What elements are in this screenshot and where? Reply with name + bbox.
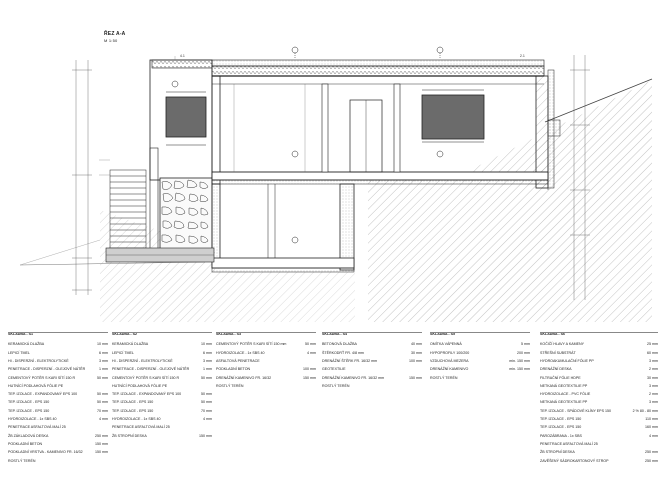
layer-row: PENETRACE ASFALTOVÁ MALÍ 25 (8, 425, 66, 430)
layer-row: TEP. IZOLACE - EPS 150 70 mm (112, 408, 212, 413)
layer-row: ASFALTOVÁ PENETRACE (216, 358, 260, 363)
layer-row: NETKANÁ GEOTEXTILIE PP 3 mm (540, 400, 658, 405)
layer-row: ŠTĚRKODRŤ FR. 4/8 mm 30 mm (322, 350, 422, 355)
composition-column-s6 (540, 333, 658, 465)
column-header: SKLADBA - S2 (112, 332, 138, 336)
layer-row: ROSTLÝ TERÉN (322, 383, 350, 388)
layer-row: ŽB STROPNÍ DESKA 250 mm (540, 450, 658, 455)
layer-row: VZDUCHOVÁ MEZERA min. 150 mm (430, 358, 530, 363)
layer-row: HI - DISPERZNÍ - ELEKTROLYTICKÉ 3 mm (8, 358, 108, 363)
layer-row: PAROZÁBRANA - 1x SBS 4 mm (540, 433, 658, 438)
layer-row: ROSTLÝ TERÉN (8, 458, 36, 463)
layer-row: CEMENTOVÝ POTĚR S KARI SÍTÍ 150 R 50 mm (8, 375, 108, 380)
layer-row: STŘEŠNÍ SUBSTRÁT 60 mm (540, 350, 658, 355)
composition-legend (0, 330, 669, 493)
layer-row: DRENÁŽNÍ ŠTĚRK FR. 16/32 mm 100 mm (322, 358, 422, 363)
drawing-scale: M 1:50 (104, 38, 118, 43)
layer-row: KERAMICKÁ DLAŽBA 10 mm (112, 342, 212, 347)
layer-row: ZAVĚŠENÝ SÁDROKARTONOVÝ STROP 250 mm (540, 458, 658, 463)
layer-row: HI - DISPERZNÍ - ELEKTROLYTICKÉ 3 mm (112, 358, 212, 363)
layer-row: HYPOPROFILY 100/200 200 mm (430, 350, 530, 355)
layer-row: TEP. IZOLACE - EPS 150 50 mm (8, 400, 108, 405)
layer-row: LEPICÍ TMEL 6 mm (112, 350, 212, 355)
dimension-leaders (99, 56, 175, 175)
layer-row: DRENÁŽNÍ KAMENIVO min. 150 mm (430, 367, 530, 372)
layer-row: HYDROIZOLACE - 1x SBS 40 4 mm (8, 417, 108, 422)
layer-row: DRENÁŽNÍ KAMENIVO FR. 16/32 150 mm (216, 375, 316, 380)
layer-row: TEP. IZOLACE - EPS 150 70 mm (8, 408, 108, 413)
composition-column-s5 (430, 333, 530, 382)
composition-column-s1 (8, 333, 108, 465)
layer-row: BETONOVÁ DLAŽBA 40 mm (322, 342, 422, 347)
layer-row: ROSTLÝ TERÉN (430, 375, 458, 380)
column-header: SKLADBA - S5 (430, 332, 456, 336)
layer-row: HUTNÍCÍ PODLAHOVÁ FÓLIE PE (8, 383, 64, 388)
layer-row: TEP. IZOLACE - EPS 150 160 mm (540, 425, 658, 430)
section-title: ŘEZ A-A (104, 31, 126, 37)
column-header: SKLADBA - S6 (540, 332, 566, 336)
layer-row: CEMENTOVÝ POTĚR S KARI SÍTÍ 150 R 50 mm (112, 375, 212, 380)
column-header: SKLADBA - S4 (322, 332, 348, 336)
layer-row: ŽB ZÁKLADOVÁ DESKA 250 mm (8, 433, 108, 438)
layer-row: ROSTLÝ TERÉN (216, 383, 244, 388)
layer-row: LEPICÍ TMEL 6 mm (8, 350, 108, 355)
layer-row: NETKANÁ GEOTEXTILIE PP 3 mm (540, 383, 658, 388)
layer-row: FILTRAČNÍ FÓLIE HDPE 30 mm (540, 375, 658, 380)
grid-mark-right: 2.1 (520, 54, 526, 58)
composition-column-s4 (322, 333, 422, 391)
layer-row: GEOTEXTILIE (322, 367, 346, 372)
layer-row: ŽB STROPNÍ DESKA 150 mm (112, 433, 212, 438)
layer-row: PODKLADNÍ BETON 100 mm (216, 367, 316, 372)
layer-row: PENETRACE - DISPERZNÍ - OLEJOVÉ NÁTĚR 1 mm (112, 367, 212, 372)
composition-column-s2 (112, 333, 212, 441)
layer-row: CEMENTOVÝ POTĚR S KARI SÍTÍ 150 mm 50 mm (216, 342, 316, 347)
composition-column-s3 (216, 333, 316, 391)
stone-wall (160, 178, 212, 250)
layer-row: HYDROIZOLACE - PVC FÓLIE 2 mm (540, 392, 658, 397)
level-markers-left (72, 60, 92, 295)
layer-row: TEP. IZOLACE - EXPANDOVANÝ EPS 100 50 mm (112, 392, 212, 397)
layer-row: PODKLADNÍ BETON 150 mm (8, 441, 108, 446)
layer-row: PENETRACE ASFALTOVÁ MALÍ 25 (540, 441, 598, 446)
layer-row: PENETRACE ASFALTOVÁ MALÍ 25 (112, 425, 170, 430)
layer-row: HUTNÍCÍ PODLAHOVÁ FÓLIE PE (112, 383, 168, 388)
layer-row: TEP. IZOLACE - SPÁDOVÉ KLÍNY EPS 150 2 % 80 - 80 mm (540, 408, 658, 413)
layer-row: HYDROAKUMULAČNÍ FÓLIE PP 3 mm (540, 358, 658, 363)
layer-row: PENETRACE - DISPERZNÍ - OLEJOVÉ NÁTĚR 1 mm (8, 367, 108, 372)
layer-row: TEP. IZOLACE - EPS 150 50 mm (112, 400, 212, 405)
layer-row: HYDROIZOLACE - 1x SBS 40 4 mm (216, 350, 316, 355)
layer-row: TEP. IZOLACE - EPS 150 110 mm (540, 417, 658, 422)
layer-row: KERAMICKÁ DLAŽBA 10 mm (8, 342, 108, 347)
column-header: SKLADBA - S1 (8, 332, 34, 336)
layer-row: KOČIČÍ HLAVY A KAMENY 25 mm (540, 342, 658, 347)
layer-row: OMÍTKA VÁPENNÁ 5 mm (430, 342, 530, 347)
layer-row: PODKLADNÍ VRSTVA - KAMENIVO FR. 16/32 150 mm (8, 450, 108, 455)
layer-row: HYDROIZOLACE - 1x SBS 40 4 mm (112, 417, 212, 422)
layer-row: DRENÁŽNÍ KAMENIVO FR. 16/32 mm 150 mm (322, 375, 422, 380)
layer-row: TEP. IZOLACE - EXPANDOVANÝ EPS 100 50 mm (8, 392, 108, 397)
terrain-hatch (20, 79, 652, 322)
column-header: SKLADBA - S3 (216, 332, 242, 336)
layer-row: DRENÁŽNÍ DESKA 2 mm (540, 367, 658, 372)
grid-mark-left: 4.1 (180, 54, 186, 58)
